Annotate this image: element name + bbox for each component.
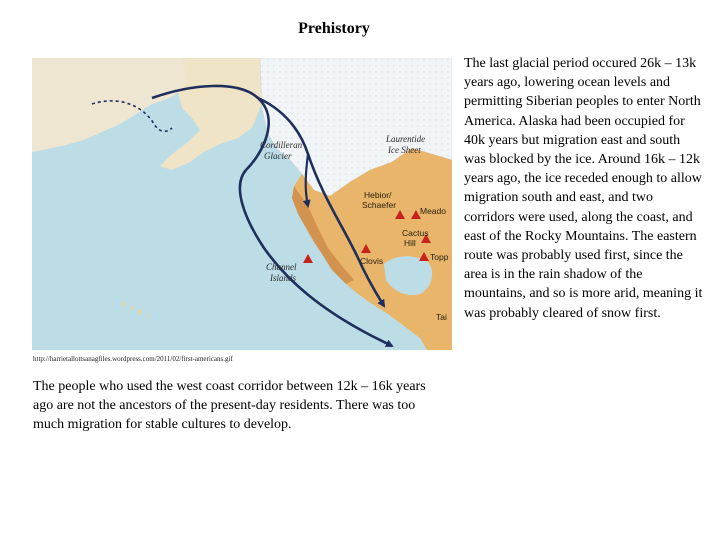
site-label-cactus-line2: Hill — [404, 238, 416, 248]
site-topper — [419, 252, 449, 262]
site-label-clovis: Clovis — [360, 256, 384, 266]
site-label-taima: Tai — [436, 312, 447, 322]
right-paragraph: The last glacial period occured 26k – 13k years ago, lowering ocean levels and permitting Siberian peoples to enter North America. Alaska had been occupied for 40k years but migration east and south was blocked by the ice. Around 16k – 12k years ago, the ice receded enough to allow migration south and east, and two corridors were used, along the coast, and east of the Rocky Mountains. The eastern route was probably used first, since the area is in the rain shadow of the mountains, and so is more arid, meaning it was probably cleared of snow first. — [464, 56, 703, 321]
site-taima — [436, 312, 447, 322]
slide-title: Prehistory — [298, 20, 370, 37]
site-label-cactus-line1: Cactus — [402, 228, 429, 238]
label-channel-line1: Channel — [266, 262, 297, 272]
migration-map — [32, 58, 452, 350]
site-label-hebior-line1: Hebior/ — [364, 190, 392, 200]
label-cordilleran-line2: Glacier — [264, 151, 292, 161]
label-laurentide-line1: Laurentide — [386, 134, 426, 144]
migration-map-graphic — [32, 58, 452, 350]
label-channel-line2: Islands — [270, 273, 297, 283]
site-label-meadow: Meado — [420, 206, 446, 216]
site-label-topper: Topp — [430, 252, 449, 262]
site-label-hebior-line2: Schaefer — [362, 200, 397, 210]
label-cordilleran-line1: Cordilleran — [260, 140, 303, 150]
label-laurentide-line2: Ice Sheet — [388, 145, 421, 155]
left-paragraph: The people who used the west coast corridor between 12k – 16k years ago are not the ancestors of the present-day residents. There was too much migration for stable cultures to develop. — [33, 379, 426, 432]
image-credit-url: http://harrietallottsanagfiles.wordpress.com/2011/02/first-americans.gif — [33, 355, 233, 363]
